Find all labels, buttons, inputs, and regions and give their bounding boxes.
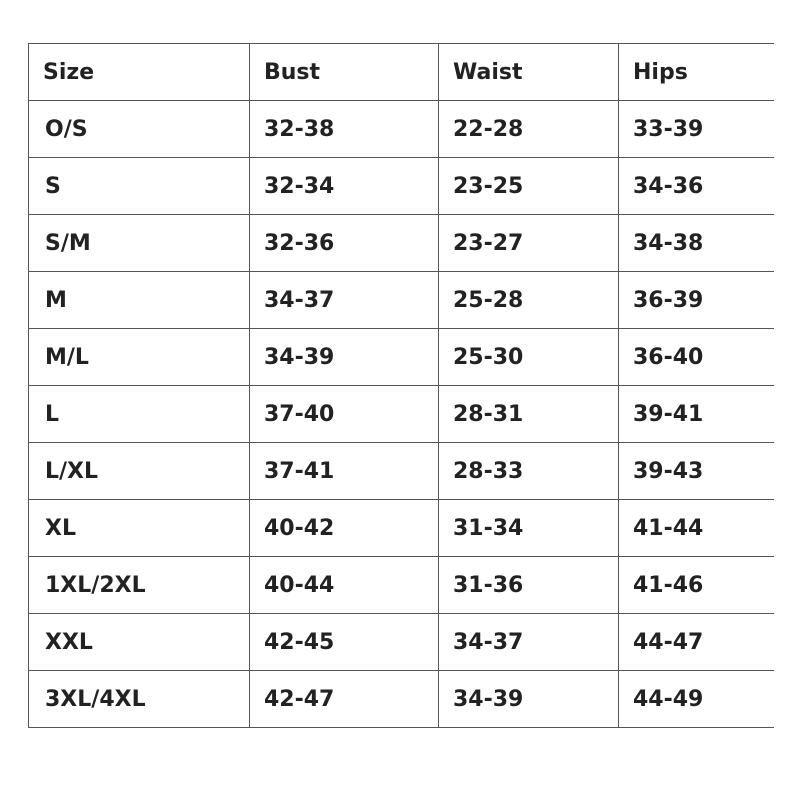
waist-cell: 25-28 [439,272,619,329]
waist-cell: 28-33 [439,443,619,500]
bust-cell: 42-47 [250,671,439,728]
header-row [29,44,774,101]
table-row [29,215,774,272]
size-cell: O/S [29,101,250,158]
size-cell: XL [29,500,250,557]
table-row [29,329,774,386]
table-row [29,101,774,158]
bust-cell: 34-39 [250,329,439,386]
hips-cell: 44-47 [619,614,774,671]
header-bust: Bust [250,44,439,101]
waist-cell: 28-31 [439,386,619,443]
hips-cell: 41-46 [619,557,774,614]
size-cell: S/M [29,215,250,272]
size-cell: M [29,272,250,329]
table-row [29,614,774,671]
table-row [29,386,774,443]
size-cell: 3XL/4XL [29,671,250,728]
waist-cell: 22-28 [439,101,619,158]
table-row [29,443,774,500]
table-row [29,500,774,557]
bust-cell: 37-40 [250,386,439,443]
hips-cell: 34-36 [619,158,774,215]
table-row [29,158,774,215]
header-waist: Waist [439,44,619,101]
waist-cell: 34-37 [439,614,619,671]
size-cell: XXL [29,614,250,671]
table-row [29,272,774,329]
hips-cell: 39-41 [619,386,774,443]
table-row [29,557,774,614]
table-row [29,671,774,728]
bust-cell: 40-42 [250,500,439,557]
waist-cell: 31-36 [439,557,619,614]
hips-cell: 34-38 [619,215,774,272]
size-cell: 1XL/2XL [29,557,250,614]
hips-cell: 41-44 [619,500,774,557]
size-cell: M/L [29,329,250,386]
waist-cell: 23-27 [439,215,619,272]
bust-cell: 37-41 [250,443,439,500]
size-cell: L [29,386,250,443]
hips-cell: 33-39 [619,101,774,158]
size-chart-table [28,43,774,728]
size-cell: S [29,158,250,215]
size-cell: L/XL [29,443,250,500]
bust-cell: 32-36 [250,215,439,272]
table-header [29,44,774,101]
hips-cell: 44-49 [619,671,774,728]
waist-cell: 23-25 [439,158,619,215]
hips-cell: 36-40 [619,329,774,386]
bust-cell: 34-37 [250,272,439,329]
waist-cell: 31-34 [439,500,619,557]
bust-cell: 42-45 [250,614,439,671]
header-hips: Hips [619,44,774,101]
bust-cell: 32-34 [250,158,439,215]
bust-cell: 40-44 [250,557,439,614]
header-size: Size [29,44,250,101]
hips-cell: 39-43 [619,443,774,500]
hips-cell: 36-39 [619,272,774,329]
waist-cell: 34-39 [439,671,619,728]
table-body [29,101,774,728]
bust-cell: 32-38 [250,101,439,158]
waist-cell: 25-30 [439,329,619,386]
